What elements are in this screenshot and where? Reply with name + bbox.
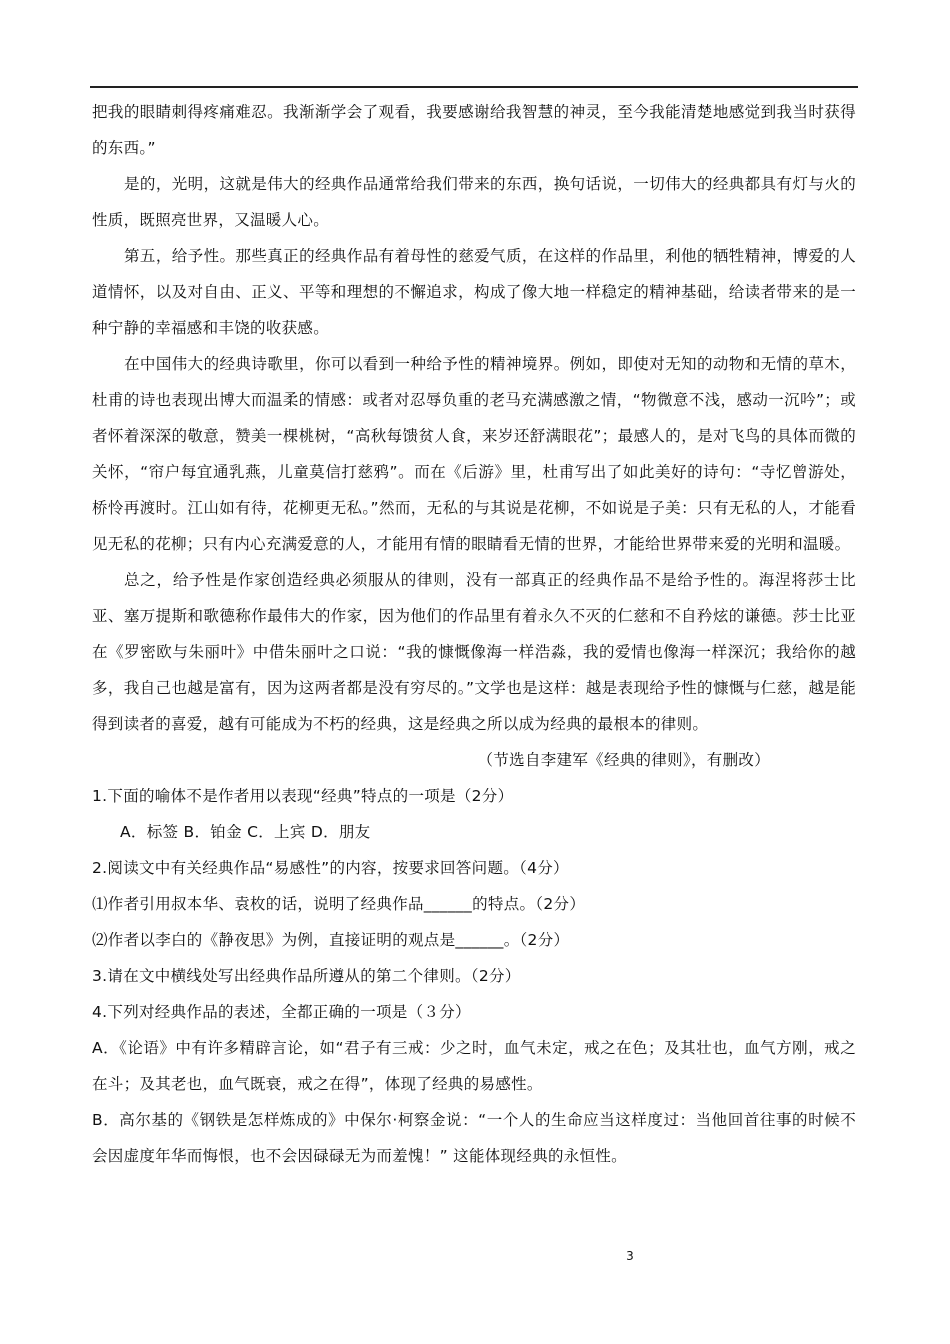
paragraph-5: 总之，给予性是作家创造经典必须服从的律则，没有一部真正的经典作品不是给予性的。海涅将莎士比亚、塞万提斯和歌德称作最伟大的作家，因为他们的作品里有着永久不灭的仁慈和不自矜炫的谦德。莎士比亚在《罗密欧与朱丽叶》中借朱丽叶之口说：“我的慷慨像海一样浩淼，我的爱情也像海一样深沉；我给你的越多，我自己也越是富有，因为这两者都是没有穷尽的。”文学也是这样：越是表现给予性的慷慨与仁慈，越是能得到读者的喜爱，越有可能成为不朽的经典，这是经典之所以成为经典的最根本的律则。 <box>92 571 856 733</box>
paragraph-4: 在中国伟大的经典诗歌里，你可以看到一种给予性的精神境界。例如，即使对无知的动物和无情的草木，杜甫的诗也表现出博大而温柔的情感：或者对忍辱负重的老马充满感激之情，“物微意不浅，感动一沉吟”；或者怀着深深的敬意，赞美一棵桃树，“高秋每馈贫人食，来岁还舒满眼花”；最感人的，是对飞鸟的具体而微的关怀，“帘户每宜通乳燕，儿童莫信打慈鸦”。而在《后游》里，杜甫写出了如此美好的诗句：“寺忆曾游处，桥怜再渡时。江山如有待，花柳更无私。”然而，无私的与其说是花柳，不如说是子美：只有无私的人，才能看见无私的花柳；只有内心充满爱意的人，才能用有情的眼睛看无情的世界，才能给世界带来爱的光明和温暖。 <box>92 355 856 553</box>
header-rule <box>90 86 858 88</box>
question-4: 4.下列对经典作品的表述，全都正确的一项是（３分） <box>92 1003 471 1021</box>
question-3: 3.请在文中横线处写出经典作品所遵从的第二个律则。（2分） <box>92 967 521 985</box>
question-1-options: A．标签 B．铂金 C．上宾 D．朋友 <box>120 823 371 841</box>
page-number: 3 <box>626 1249 634 1263</box>
question-4-option-b: B．高尔基的《钢铁是怎样炼成的》中保尔·柯察金说：“一个人的生命应当这样度过：当他回首往事的时候不会因虚度年华而悔恨，也不会因碌碌无为而羞愧！” 这能体现经典的永恒性。 <box>92 1111 856 1165</box>
paragraph-3: 第五，给予性。那些真正的经典作品有着母性的慈爱气质，在这样的作品里，利他的牺牲精神，博爱的人道情怀，以及对自由、正义、平等和理想的不懈追求，构成了像大地一样稳定的精神基础，给读者带来的是一种宁静的幸福感和丰饶的收获感。 <box>92 247 856 337</box>
question-4-option-a: A．《论语》中有许多精辟言论，如“君子有三戒：少之时，血气未定，戒之在色；及其壮也，血气方刚，戒之在斗；及其老也，血气既衰，戒之在得”，体现了经典的易感性。 <box>92 1039 856 1093</box>
paragraph-2: 是的，光明，这就是伟大的经典作品通常给我们带来的东西，换句话说，一切伟大的经典都具有灯与火的性质，既照亮世界，又温暖人心。 <box>92 175 856 229</box>
question-1: 1.下面的喻体不是作者用以表现“经典”特点的一项是（2分） <box>92 787 514 805</box>
source-citation: （节选自李建军《经典的律则》，有删改） <box>477 751 770 769</box>
question-2: 2.阅读文中有关经典作品“易感性”的内容，按要求回答问题。（4分） <box>92 859 569 877</box>
article-body <box>92 94 856 1174</box>
question-2-part-1: ⑴作者引用叔本华、袁枚的话，说明了经典作品______的特点。（2分） <box>92 895 586 913</box>
question-2-part-2: ⑵作者以李白的《静夜思》为例，直接证明的观点是______。（2分） <box>92 931 570 949</box>
paragraph-1: 把我的眼睛刺得疼痛难忍。我渐渐学会了观看，我要感谢给我智慧的神灵，至今我能清楚地感觉到我当时获得的东西。” <box>92 103 856 157</box>
